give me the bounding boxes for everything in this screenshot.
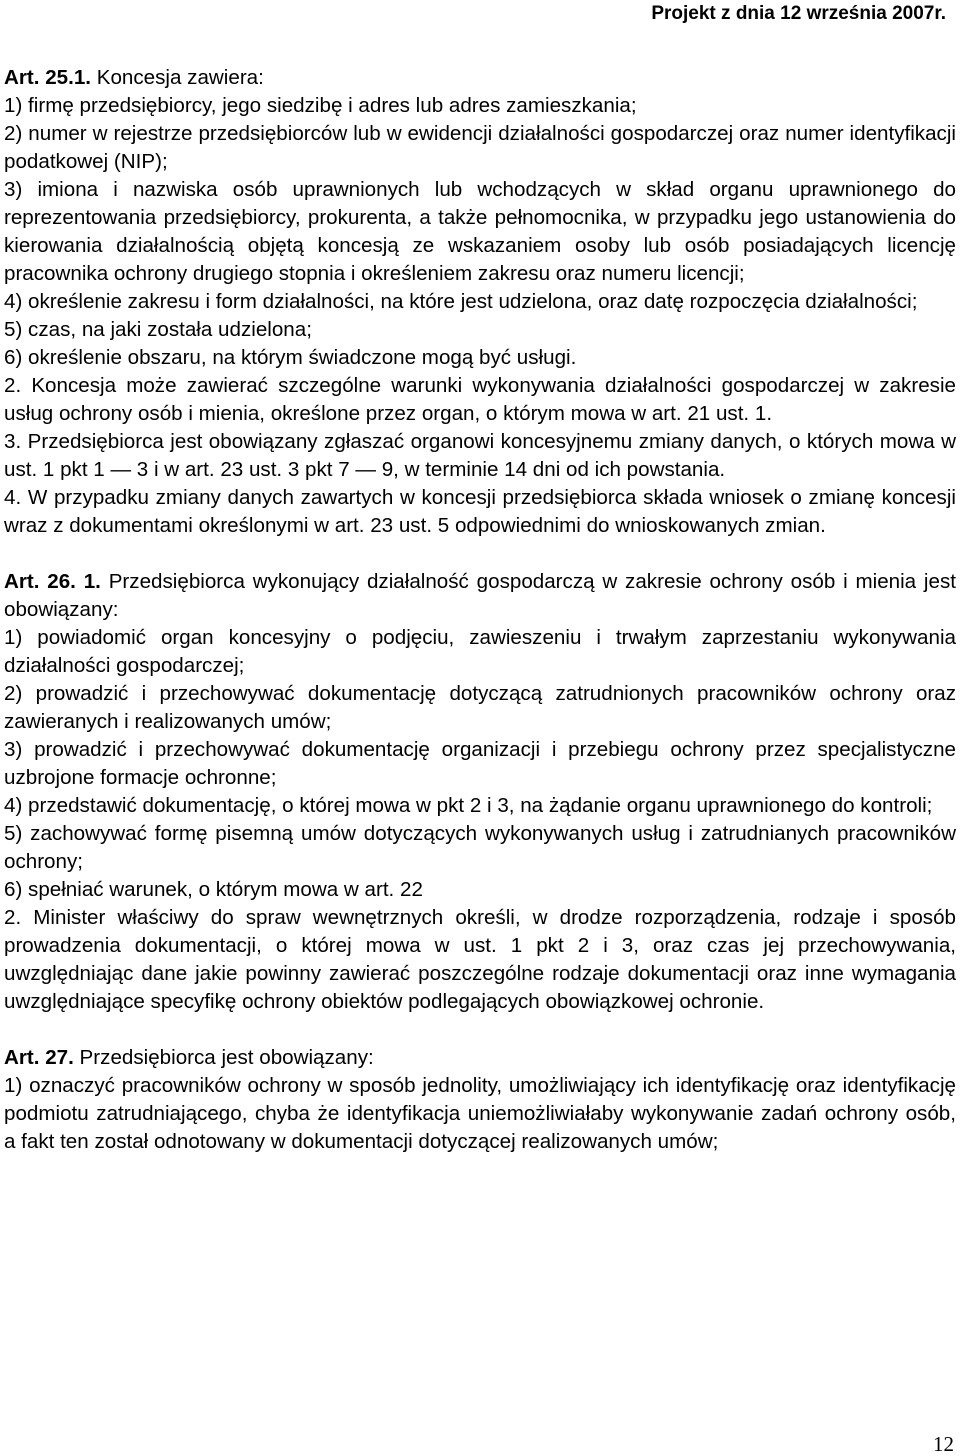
page-number: 12 <box>933 1432 954 1456</box>
article-26-intro-text: Przedsiębiorca wykonujący działalność gospodarczą w zakresie ochrony osób i mienia jest obowiązany: <box>4 570 956 621</box>
article-25-intro-text: Koncesja zawiera: <box>91 66 264 89</box>
article-25-item-5: 5) czas, na jaki została udzielona; <box>4 318 312 341</box>
article-26-label: Art. 26. <box>4 570 76 593</box>
article-25-paragraph-1-intro <box>4 64 956 92</box>
article-26-item-3: 3) prowadzić i przechowywać dokumentację organizacji i przebiegu ochrony przez specjalistyczne uzbrojone formacje ochronne; <box>4 738 956 789</box>
article-25-paragraph-4: 4. W przypadku zmiany danych zawartych w koncesji przedsiębiorca składa wniosek o zmianę koncesji wraz z dokumentami określonymi w art. 23 ust. 5 odpowiednimi do wnioskowanych zmian. <box>4 486 956 537</box>
article-27 <box>4 1044 956 1156</box>
article-25-paragraph-3: 3. Przedsiębiorca jest obowiązany zgłaszać organowi koncesyjnemu zmiany danych, o których mowa w ust. 1 pkt 1 — 3 i w art. 23 ust. 3 pkt 7 — 9, w terminie 14 dni od ich powstania. <box>4 430 956 481</box>
article-27-label: Art. 27. <box>4 1046 74 1069</box>
document-header: Projekt z dnia 12 września 2007r. <box>651 3 946 24</box>
article-26 <box>4 568 956 1016</box>
article-26-item-1: 1) powiadomić organ koncesyjny o podjęciu, zawieszeniu i trwałym zaprzestaniu wykonywania działalności gospodarczej; <box>4 626 956 677</box>
article-27-item-1: 1) oznaczyć pracowników ochrony w sposób jednolity, umożliwiający ich identyfikację oraz identyfikację podmiotu zatrudniającego, chyba że identyfikacja uniemożliwiałaby wykonywanie zadań ochrony osób, a fakt ten został odnotowany w dokumentacji dotyczącej realizowanych umów; <box>4 1074 956 1153</box>
article-25-paragraph-number: 1. <box>73 66 92 89</box>
article-25-item-6: 6) określenie obszaru, na którym świadczone mogą być usługi. <box>4 346 577 369</box>
article-25-item-1: 1) firmę przedsiębiorcy, jego siedzibę i adres lub adres zamieszkania; <box>4 94 637 117</box>
article-26-item-6: 6) spełniać warunek, o którym mowa w art. 22 <box>4 878 423 901</box>
article-27-intro <box>4 1044 956 1072</box>
article-26-paragraph-number: 1. <box>75 570 101 593</box>
article-25-paragraph-2: 2. Koncesja może zawierać szczególne warunki wykonywania działalności gospodarczej w zakresie usług ochrony osób i mienia, określone przez organ, o którym mowa w art. 21 ust. 1. <box>4 374 956 425</box>
article-26-item-2: 2) prowadzić i przechowywać dokumentację dotyczącą zatrudnionych pracowników ochrony oraz zawieranych i realizowanych umów; <box>4 682 956 733</box>
document-body <box>4 64 956 1156</box>
article-25-item-3: 3) imiona i nazwiska osób uprawnionych lub wchodzących w skład organu uprawnionego do reprezentowania przedsiębiorcy, prokurenta, a także pełnomocnika, w przypadku jego ustanowienia do kierowania działalnością objętą koncesją ze wskazaniem osoby lub osób posiadających licencję pracownika ochrony drugiego stopnia i określeniem zakresu oraz numeru licencji; <box>4 178 956 285</box>
article-25-item-4: 4) określenie zakresu i form działalności, na które jest udzielona, oraz datę rozpoczęcia działalności; <box>4 290 918 313</box>
article-25-label: Art. 25. <box>4 66 74 89</box>
article-26-paragraph-2: 2. Minister właściwy do spraw wewnętrznych określi, w drodze rozporządzenia, rodzaje i sposób prowadzenia dokumentacji, o której mowa w ust. 1 pkt 2 i 3, oraz czas jej przechowywania, uwzględniając dane jakie powinny zawierać poszczególne rodzaje dokumentacji oraz inne wymagania uwzględniające specyfikę ochrony obiektów podlegających obowiązkowej ochronie. <box>4 906 956 1013</box>
article-26-item-4: 4) przedstawić dokumentację, o której mowa w pkt 2 i 3, na żądanie organu uprawnionego do kontroli; <box>4 794 933 817</box>
article-25-item-2: 2) numer w rejestrze przedsiębiorców lub w ewidencji działalności gospodarczej oraz numer identyfikacji podatkowej (NIP); <box>4 122 956 173</box>
article-27-intro-text: Przedsiębiorca jest obowiązany: <box>73 1046 374 1069</box>
article-25 <box>4 64 956 540</box>
article-26-item-5: 5) zachowywać formę pisemną umów dotyczących wykonywanych usług i zatrudnianych pracowników ochrony; <box>4 822 956 873</box>
article-26-paragraph-1-intro <box>4 568 956 624</box>
